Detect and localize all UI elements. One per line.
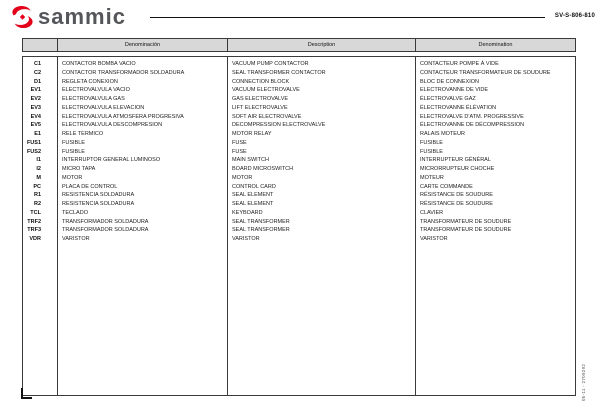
component-code: D1 [33, 78, 41, 85]
sammic-logo [10, 5, 126, 29]
component-en-label: CONNECTION BLOCK [232, 78, 290, 85]
component-en-label: VARISTOR [232, 236, 260, 242]
component-en-label: MOTOR [232, 174, 253, 181]
component-fr-label: CARTE COMMANDE [420, 183, 473, 190]
component-es-label: ELECTROVALVULA ATMOSFERA PROGRESIVA [62, 113, 184, 120]
component-es-label: MICRO TAPA [62, 166, 96, 172]
component-fr-label: TRANSFORMATEUR DE SOUDURE [420, 218, 512, 225]
code-column [23, 57, 58, 395]
component-code: C2 [33, 69, 41, 76]
column-header-description: Description [228, 39, 416, 51]
english-column [228, 57, 416, 395]
component-es-label: INTERRUPTOR GENERAL LUMINOSO [62, 157, 161, 164]
component-code: I1 [36, 157, 41, 164]
component-fr-label: RALAIS MOTEUR [420, 131, 465, 137]
legend-table-body [22, 56, 576, 396]
component-fr-label: ÉLECTROVALVE GAZ [420, 96, 476, 102]
component-en-label: SEAL ELEMENT [232, 192, 274, 199]
component-es-label: REGLETA CONEXION [62, 78, 118, 85]
component-code: EV5 [30, 122, 41, 129]
legend-table-header [22, 38, 576, 52]
component-fr-label: INTERRUPTEUR GÉNÉRAL [420, 157, 491, 164]
component-fr-label: VARISTOR [420, 236, 448, 242]
component-es-label: ELECTROVALVULA GAS [62, 96, 125, 102]
component-code: EV3 [30, 104, 41, 111]
component-code: TRF2 [27, 218, 41, 225]
component-es-label: TECLADO [62, 209, 88, 216]
spanish-column [58, 57, 228, 395]
component-en-label: VACUUM ELECTROVALVE [232, 87, 300, 94]
column-header-denomination: Denomination [478, 42, 513, 48]
component-es-label: CONTACTOR TRANSFORMADOR SOLDADURA [62, 69, 185, 76]
component-fr-label: RÉSISTANCE DE SOUDURE [420, 201, 493, 207]
doc-number: SV-S-806-810 [554, 13, 595, 19]
component-en-label: VACUUM PUMP CONTACTOR [232, 61, 309, 67]
component-fr-label: FUSIBLE [420, 148, 443, 155]
component-es-label: ELECTROVALVULA VACIO [62, 87, 130, 94]
component-en-label: CONTROL CARD [232, 183, 276, 190]
component-fr-label: CONTACTEUR POMPE À VIDE [420, 61, 499, 67]
component-en-label: FUSE [232, 139, 247, 146]
brand-wordmark: sammic [38, 4, 126, 29]
component-fr-label: ELECTROVANNE DE VIDE [420, 87, 489, 94]
component-code: TRF3 [27, 227, 41, 234]
component-fr-label: CLAVIER [420, 209, 444, 216]
component-es-label: ELECTROVALVULA DESCOMPRESION [62, 122, 163, 129]
component-fr-label: TRANSFORMATEUR DE SOUDURE [420, 227, 512, 234]
component-code: EV1 [30, 87, 41, 94]
component-es-label: TRANSFORMADOR SOLDADURA [62, 227, 149, 234]
sammic-s-icon [10, 5, 35, 29]
french-column [416, 57, 575, 395]
component-fr-label: ÉLECTROVANNE DE DÉCOMPRESSION [420, 122, 525, 129]
component-en-label: GAS ELECTROVALVE [232, 96, 289, 102]
component-code: R1 [33, 192, 41, 199]
component-fr-label: MICRORRUPTEUR CHOCHE [420, 166, 495, 172]
component-es-label: CONTACTOR BOMBA VACIO [62, 61, 136, 67]
component-es-label: FUSIBLE [62, 139, 85, 146]
component-en-label: MAIN SWITCH [232, 157, 269, 164]
component-es-label: PLACA DE CONTROL [62, 183, 118, 190]
header-divider-line [150, 17, 545, 18]
frame-corner-mark [21, 388, 32, 399]
component-es-label: RESISTENCIA SOLDADURA [62, 201, 135, 207]
component-code: E1 [34, 131, 41, 137]
code-column-header [23, 39, 58, 51]
side-reference: 05-11 - 2709292 [581, 363, 586, 401]
component-fr-label: RÉSISTANCE DE SOUDURE [420, 192, 493, 199]
component-en-label: FUSE [232, 148, 247, 155]
component-es-label: MOTOR [62, 174, 83, 181]
component-es-label: RESISTENCIA SOLDADURA [62, 192, 135, 199]
component-en-label: SEAL TRANSFORMER [232, 218, 290, 225]
component-es-label: FUSIBLE [62, 148, 85, 155]
component-es-label: VARISTOR [62, 236, 90, 242]
component-code: R2 [33, 201, 41, 207]
component-code: PC [33, 183, 41, 190]
component-en-label: SEAL TRANSFORMER CONTACTOR [232, 69, 326, 76]
component-fr-label: ÉLECTROVANNE ÉLÉVATION [420, 104, 497, 111]
component-code: EV2 [30, 96, 41, 102]
component-en-label: SEAL TRANSFORMER [232, 227, 290, 234]
component-code: M [36, 174, 41, 181]
component-es-label: RELE TERMICO [62, 131, 104, 137]
component-es-label: TRANSFORMADOR SOLDADURA [62, 218, 149, 225]
component-en-label: DECOMPRESSION ELECTROVALVE [232, 122, 326, 129]
component-code: FUS1 [26, 139, 41, 146]
component-es-label: ELECTROVALVULA ELEVACION [62, 104, 145, 111]
component-code: C1 [33, 61, 41, 67]
component-en-label: MOTOR RELAY [232, 131, 272, 137]
component-code: FUS2 [26, 148, 41, 155]
column-header-denominacion: Denominación [58, 39, 228, 51]
component-fr-label: BLOC DE CONNEXION [420, 78, 479, 85]
component-fr-label: MOTEUR [420, 174, 444, 181]
component-code: VDR [29, 236, 41, 242]
component-fr-label: CONTACTEUR TRANSFORMATEUR DE SOUDURE [420, 69, 551, 76]
component-fr-label: ELECTROVALVE D'ATM. PROGRESSIVE [420, 113, 524, 120]
component-en-label: KEYBOARD [232, 209, 263, 216]
component-en-label: SOFT AIR ELECTROVALVE [232, 113, 302, 120]
component-fr-label: FUSIBLE [420, 139, 443, 146]
component-en-label: LIFT ELECTROVALVE [232, 104, 288, 111]
component-code: EV4 [30, 113, 41, 120]
component-code: I2 [36, 166, 41, 172]
component-code: TCL [30, 209, 41, 216]
component-en-label: SEAL ELEMENT [232, 201, 274, 207]
component-en-label: BOARD MICROSWITCH [232, 166, 294, 172]
